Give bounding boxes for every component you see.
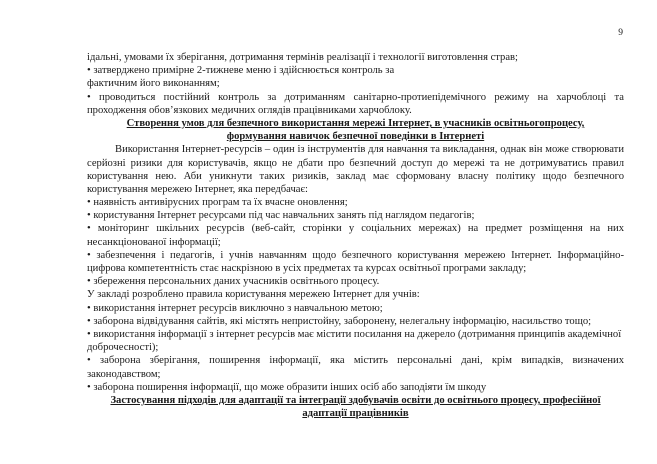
paragraph-line: • заборона поширення інформації, що може образити інших осіб або заподіяти їм шкоду <box>87 381 487 393</box>
paragraph-line: • проводиться постійний контроль за дотриманням санітарно-протиепідемічного режиму на харчоблоці та <box>87 91 624 103</box>
paragraph-line: ідальні, умовами їх зберігання, дотримання термінів реалізації і технології виготовлення страв; <box>87 52 518 63</box>
paragraph-line: • забезпечення і педагогів, і учнів навчанням щодо безпечного користування мережею Інтернет. Інформаційно- <box>87 249 624 261</box>
section-heading-line: Застосування підходів для адаптації та інтеграції здобувачів освіти до освітнього процесу, професійної <box>110 394 601 406</box>
paragraph-line: • затверджено примірне 2-тижневе меню і здійснюється контроль за <box>87 65 395 77</box>
paragraph-line: серйозні ризики для користувачів, якщо не дбати про безпечний доступ до мережі та не дотримуватись правил <box>87 157 624 169</box>
document-body <box>87 51 624 420</box>
paragraph-line: користування нею. Аби уникнути таких ризиків, заклад має сформовану власну політику щодо безпечного <box>87 170 624 182</box>
paragraph-line: несанкціонованої інформації; <box>87 236 221 248</box>
section-heading-line: Створення умов для безпечного використання мережі Інтернет, в учасників освітньогопроцесу, <box>126 117 585 129</box>
paragraph-line: • користування Інтернет ресурсами під час навчальних занять під наглядом педагогів; <box>87 210 475 222</box>
paragraph-line: • використання інформації з інтернет ресурсів має містити посилання на джерело (дотримання принципів академічної <box>87 328 622 340</box>
paragraph-line: проходження обов’язкових медичних оглядів працівниками харчоблоку. <box>87 104 412 116</box>
paragraph-line: • наявність антивірусних програм та їх вчасне оновлення; <box>87 197 348 209</box>
paragraph-line: цифрова компетентність стає наскрізною в усіх предметах та курсах освітньої програми закладу; <box>87 263 527 274</box>
paragraph-line: • заборона зберігання, поширення інформації, яка містить персональні дані, крім випадків, визначених <box>87 355 624 367</box>
paragraph-line: У закладі розроблено правила користування мережею Інтернет для учнів: <box>87 289 420 301</box>
paragraph-line: • використання інтернет ресурсів виключно з навчальною метою; <box>87 302 383 314</box>
paragraph-line: • моніторинг шкільних ресурсів (веб-сайт, сторінки у соціальних мережах) на предмет розміщення на них <box>87 223 624 235</box>
paragraph-line: • заборона відвідування сайтів, які містять непристойну, заборонену, нелегальну інформацію, насильство тощо; <box>87 315 592 327</box>
paragraph-line: • збереження персональних даних учасників освітнього процесу. <box>87 276 380 288</box>
paragraph-line: фактичним його виконанням; <box>87 78 220 90</box>
paragraph-line: користування мережею Інтернет, яка передбачає: <box>87 183 308 195</box>
paragraph-line: Використання Інтернет-ресурсів – один із інструментів для навчання та викладання, однак він може створювати <box>115 144 624 156</box>
section-heading-line: адаптації працівників <box>302 408 409 420</box>
page-number: 9 <box>618 28 623 38</box>
paragraph-line: законодавством; <box>87 368 161 380</box>
paragraph-line: доброчесності); <box>87 342 159 354</box>
section-heading-line: формування навичок безпечної поведінки в Інтернеті <box>226 131 485 143</box>
